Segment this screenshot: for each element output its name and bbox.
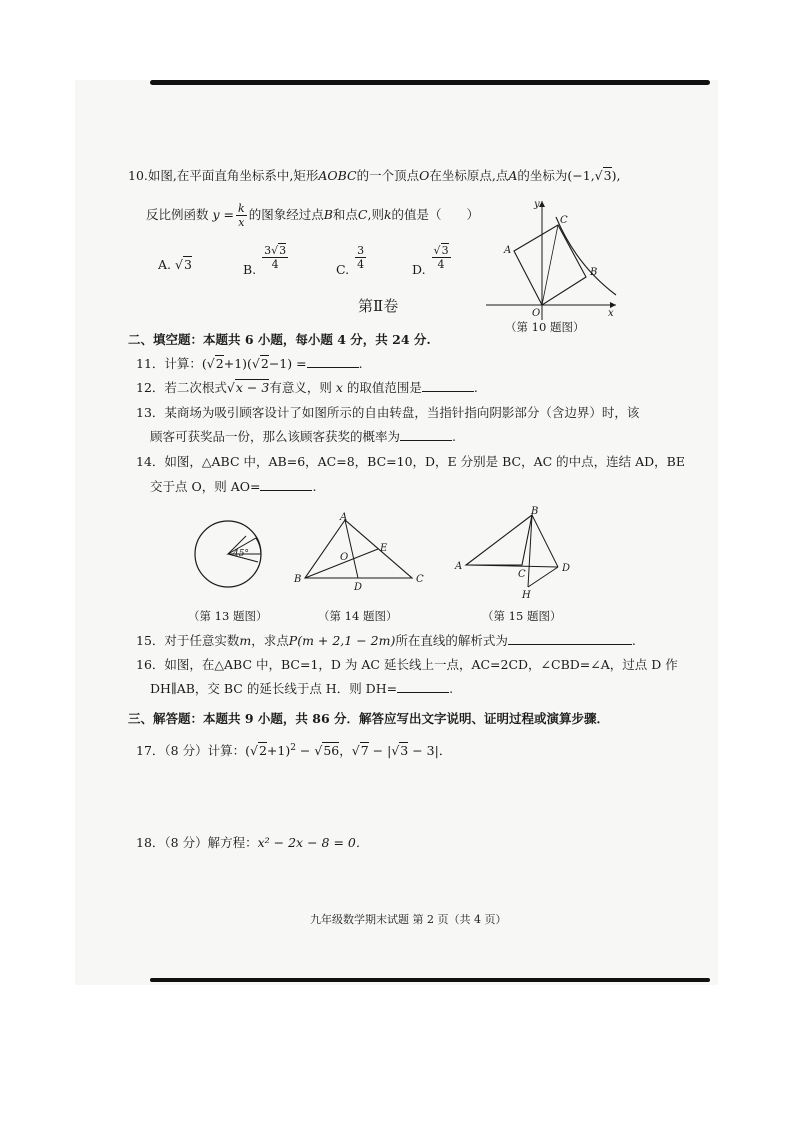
option-d-radicand: 3 [441, 244, 449, 257]
section-2-title: 第Ⅱ卷 [358, 297, 399, 315]
q12-text-c: 的取值范围是 [346, 380, 422, 395]
q11-text-b: +1)( [223, 356, 252, 371]
fig14-label-d: D [354, 582, 363, 590]
fig15-label-a: A [455, 561, 463, 572]
q12-var: x [335, 380, 343, 395]
q10-vertex-o: O [419, 168, 430, 183]
fig10-label-o: O [532, 308, 541, 319]
q17-text-d: ， [339, 743, 352, 759]
q10-option-b [243, 244, 290, 277]
q10-line2-d: 和点 [332, 207, 358, 222]
q12-answer-blank[interactable] [422, 391, 474, 392]
q18-score: （8 分） [164, 835, 208, 850]
q13-line1 [136, 405, 639, 421]
q10-line2-b: 的图象经过点 [248, 207, 324, 222]
fig15-label-b: B [531, 506, 539, 517]
fig10-caption: （第 10 题图） [505, 320, 585, 334]
q10-k-over-x [236, 202, 247, 229]
q14-text-1: 如图，△ABC 中，AB=6，AC=8，BC=10，D，E 分别是 BC，AC 的中点，连结 AD，BE [164, 454, 685, 469]
option-a-value: 3 [183, 257, 192, 272]
q10-radicand: 3 [603, 168, 612, 183]
q15 [136, 633, 636, 649]
q16-line2 [150, 681, 453, 697]
q10-line2-k: k [383, 207, 392, 222]
q15-answer-blank[interactable] [508, 644, 632, 645]
option-d-label: D. [412, 262, 426, 277]
q14-line1 [136, 454, 685, 470]
figure-13-spinner [190, 516, 270, 596]
q10-line2-pc: C [357, 207, 368, 222]
q10-number: 10. [128, 168, 148, 183]
q10-text-c: 的一个顶点 [356, 168, 420, 183]
part2-heading: 二、填空题：本题共 6 小题，每小题 4 分，共 24 分. [128, 332, 431, 347]
q17-text-a: 计算：( [207, 743, 250, 759]
q10-line2 [146, 202, 479, 229]
q11-text-a: 计算：( [164, 356, 207, 371]
q10-text-a: 如图,在平面直角坐标系中,矩形 [147, 168, 319, 183]
q12: 12．若二次根式√x − 3有意义，则 x 的取值范围是 . [136, 380, 478, 395]
q17: 17．（8 分）计算：$(√2+1)^2 - √56$，√7 − |√3 − 3|． [136, 743, 452, 759]
q10-text-i: ), [611, 168, 621, 183]
fig14-label-o: O [340, 552, 349, 563]
q10-line2-a: 反比例函数 [146, 207, 209, 222]
q10-x: x [238, 216, 245, 229]
q13-end: . [452, 429, 456, 444]
q17-number: 17． [136, 743, 165, 759]
q10-point-a: A [508, 168, 518, 183]
q15-point: P(m + 2,1 − 2m) [288, 633, 396, 648]
fig14-caption: （第 14 题图） [318, 609, 398, 623]
part3-heading: 三、解答题：本题共 9 小题，共 86 分．解答应写出文字说明、证明过程或演算步骤． [128, 711, 610, 726]
q15-number: 15． [136, 633, 165, 648]
fig14-label-b: B [294, 574, 302, 585]
q17-radicand-2: 56 [323, 743, 340, 759]
scan-edge-top [150, 80, 710, 85]
q16-number: 16． [136, 657, 165, 672]
figure-10 [476, 195, 626, 325]
q17-text-e: − | [368, 743, 392, 759]
q17-score: （8 分） [164, 743, 208, 759]
q11-answer-blank[interactable] [307, 367, 359, 368]
figure-15-triangle [452, 505, 582, 600]
q11-text-c: −1) = [268, 356, 307, 371]
q17-radicand-3: 7 [360, 743, 369, 759]
q10-line2-pb: B [323, 207, 333, 222]
fig15-label-h: H [522, 590, 531, 600]
q11-end: . [358, 356, 363, 371]
q10-text-e: 在坐标原点,点 [429, 168, 509, 183]
q13-text-1: 某商场为吸引顾客设计了如图所示的自由转盘，当指针指向阴影部分（含边界）时，该 [164, 405, 640, 420]
fig15-label-d: D [562, 563, 571, 574]
q10-option-a: A. √3 [158, 257, 192, 272]
q12-number: 12． [136, 380, 165, 395]
scan-edge-bottom [150, 978, 710, 982]
q17-text-f: − 3|． [408, 743, 452, 759]
q16-end: . [449, 681, 454, 696]
q14-line2 [150, 479, 316, 495]
option-b-radicand: 3 [279, 244, 287, 257]
option-b-label: B. [243, 262, 257, 277]
q13-line2 [150, 429, 456, 445]
q17-text-b: +1) [266, 743, 291, 759]
fig14-label-e: E [380, 543, 388, 554]
q11-radicand-2: 2 [260, 356, 269, 371]
figure-14-triangle [290, 510, 430, 590]
q14-number: 14． [136, 454, 165, 469]
q14-answer-blank[interactable] [260, 490, 312, 491]
q10-option-c [336, 244, 368, 277]
q18-text-a: 解方程： [207, 835, 258, 850]
q14-text-2: 交于点 O，则 AO= [150, 479, 261, 494]
option-b-fraction: $\frac{3√3}{4}$ [264, 244, 287, 271]
q10-y-eq: y = [212, 207, 235, 222]
q18 [136, 835, 368, 851]
q12-radicand: x − 3 [235, 380, 270, 395]
q13-text-2: 顾客可获奖品一份，那么该顾客获奖的概率为 [150, 429, 401, 444]
q13-number: 13． [136, 405, 165, 420]
q13-answer-blank[interactable] [400, 440, 452, 441]
q16-text-2: DH∥AB，交 BC 的延长线于点 H．则 DH= [150, 681, 398, 696]
q10-line2-h: 的值是（ ） [391, 207, 480, 222]
q15-text-b: ，求点 [251, 633, 289, 648]
fig10-label-b: B [590, 267, 598, 278]
q10-rect-name: AOBC [318, 168, 357, 183]
option-c-num: 3 [357, 244, 365, 257]
fig13-angle-label: 45° [233, 549, 249, 559]
page-footer: 九年级数学期末试题 第 2 页（共 4 页） [310, 913, 507, 926]
fig13-caption: （第 13 题图） [188, 609, 268, 623]
q15-text-a: 对于任意实数 [164, 633, 240, 648]
fig10-label-c: C [560, 215, 568, 226]
fig14-label-a: A [340, 512, 348, 523]
q17-text-c: − [295, 743, 315, 759]
option-b-coef: 3 [264, 244, 272, 257]
option-d-den: 4 [437, 258, 445, 271]
option-b-den: 4 [271, 258, 279, 271]
fig15-caption: （第 15 题图） [482, 609, 562, 623]
fig10-label-x: x [608, 308, 614, 319]
q17-radicand-1: 2 [258, 743, 267, 759]
q10-line1 [128, 168, 620, 184]
q18-equation: x² − 2x − 8 = 0． [257, 835, 369, 850]
fig10-label-y: y [534, 199, 540, 210]
q18-number: 18． [136, 835, 165, 850]
fig14-label-c: C [416, 574, 424, 585]
option-c-den: 4 [357, 258, 365, 271]
q15-text-c: 所在直线的解析式为 [395, 633, 508, 648]
option-a-label: A. [158, 257, 172, 272]
q15-var: m [239, 633, 252, 648]
option-c-label: C. [336, 262, 350, 277]
q16-answer-blank[interactable] [397, 692, 449, 693]
fig15-label-c: C [518, 569, 526, 580]
q10-k: k [238, 202, 245, 215]
q16-line1 [136, 657, 678, 673]
q17-radicand-4: 3 [400, 743, 409, 759]
q11-radicand-1: 2 [215, 356, 224, 371]
q16-text-1: 如图，在△ABC 中，BC=1，D 为 AC 延长线上一点，AC=2CD，∠CBD=∠A，过点 D 作 [164, 657, 678, 672]
option-d-fraction: $\frac{√3}{4}$ [433, 244, 449, 271]
q12-end: . [473, 380, 478, 395]
q14-end: . [312, 479, 317, 494]
q15-end: . [631, 633, 636, 648]
q10-option-d [412, 244, 453, 277]
q10-text-g: 的坐标为(−1, [517, 168, 595, 183]
sqrt-symbol: √ [594, 168, 603, 183]
q12-text-b: 有意义，则 [269, 380, 332, 395]
q10-line2-f: ,则 [367, 207, 384, 222]
q11-number: 11． [136, 356, 165, 371]
q12-text-a: 若二次根式 [164, 380, 227, 395]
fig10-label-a: A [504, 245, 512, 256]
q17-exponent: 2 [290, 743, 296, 753]
q11: 11．计算：(√2+1)(√2−1) = . [136, 356, 363, 371]
option-c-fraction [355, 244, 366, 271]
